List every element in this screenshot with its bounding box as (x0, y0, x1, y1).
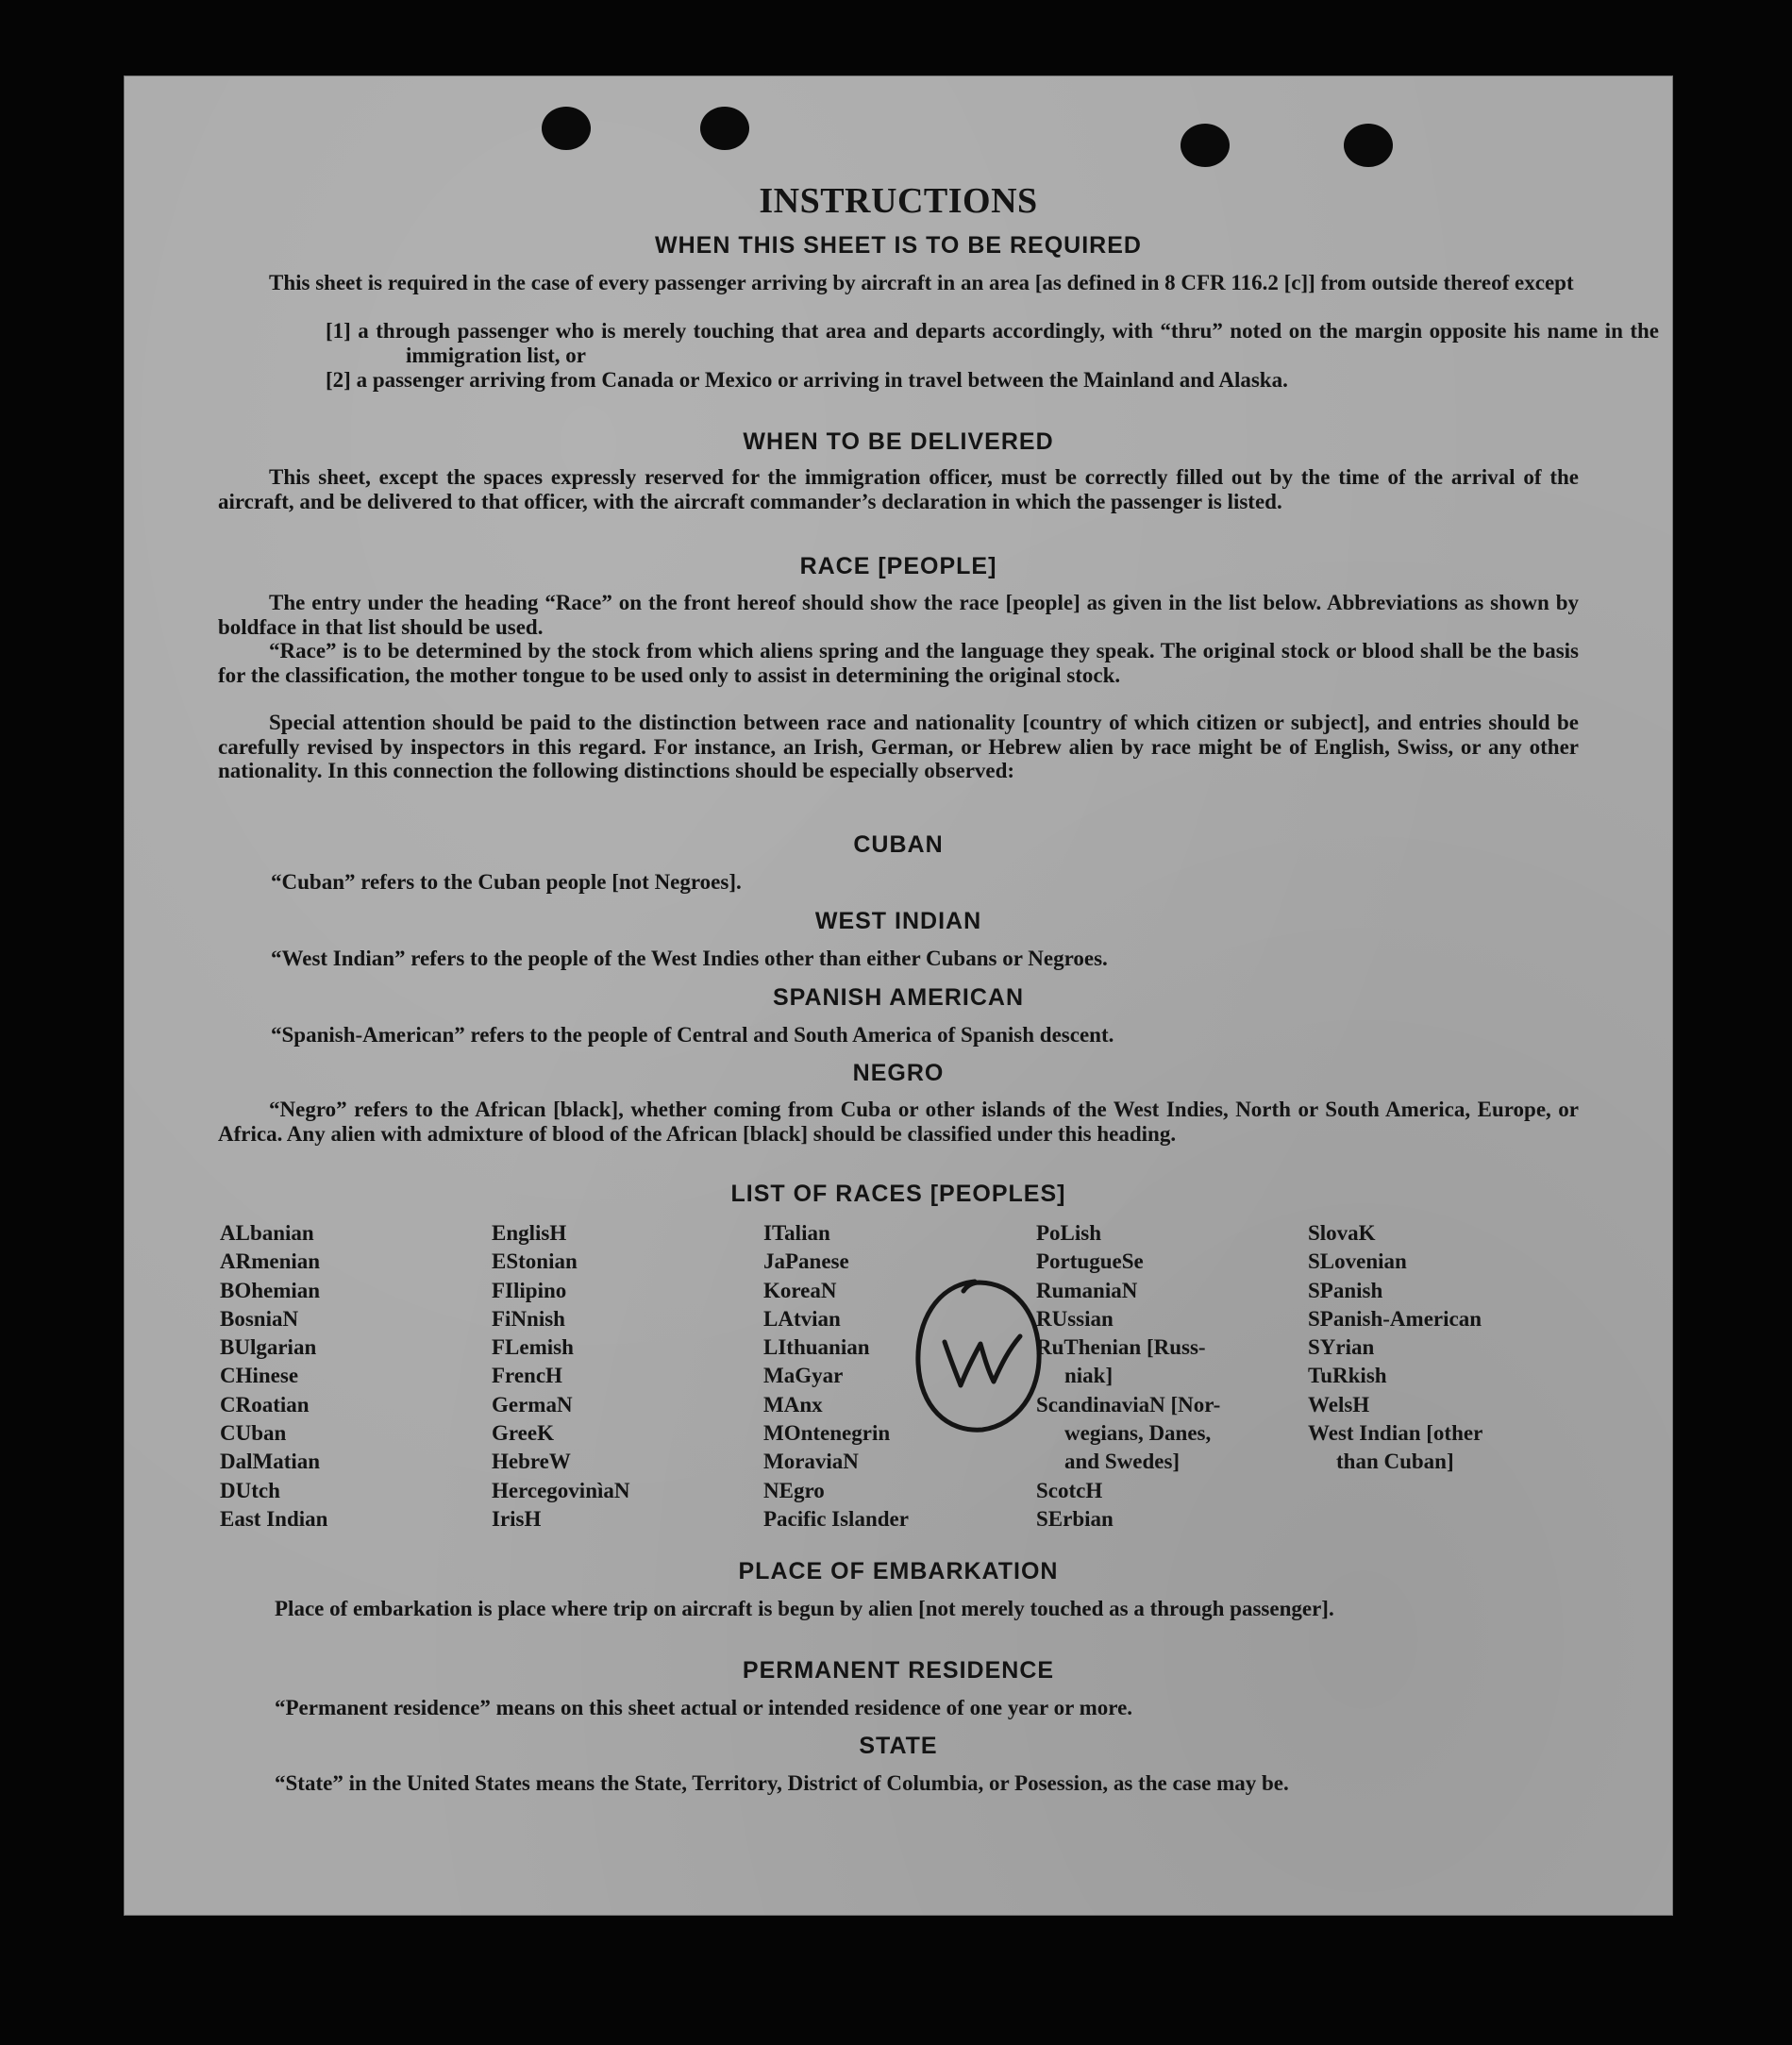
race-entry: DUtch (220, 1478, 280, 1502)
heading-race: RACE [PEOPLE] (799, 553, 997, 579)
race-entry: CRoatian (220, 1392, 310, 1416)
state-text: “State” in the United States means the State, Territory, District of Columbia, or Posession, as the case may be. (275, 1771, 1289, 1795)
race-entry: BUlgarian (220, 1335, 317, 1360)
race-entry: ARmenian (220, 1249, 321, 1274)
race-entry: HercegovinìaN (492, 1478, 630, 1502)
race-entry: GreeK (492, 1421, 554, 1446)
race-entry: MaGyar (763, 1364, 844, 1388)
heading-state: STATE (859, 1733, 938, 1759)
negro-text: “Negro” refers to the African [black], whether coming from Cuba or other islands of the West Indies, North or South America, Europe, or Africa. Any alien with admixture of blood of the African [black] should be classified under this heading. (218, 1098, 1579, 1146)
race-entry: HebreW (492, 1450, 571, 1474)
required-item-2: [2] a passenger arriving from Canada or Mexico or arriving in travel between the Mainland and Alaska. (326, 368, 1288, 392)
heading-west-indian: WEST INDIAN (814, 908, 982, 934)
race-entry: SErbian (1036, 1506, 1114, 1531)
west-indian-text: “West Indian” refers to the people of the West Indies other than either Cubans or Negroes. (271, 947, 1108, 970)
heading-cuban: CUBAN (853, 831, 944, 858)
race-entry: East Indian (220, 1506, 328, 1531)
punch-hole-1 (542, 107, 591, 150)
delivered-text: This sheet, except the spaces expressly reserved for the immigration officer, must be correctly filled out by the time of the arrival of the aircraft, and be delivered to that officer, with the aircraft commander’s declaration in which the passenger is listed. (218, 465, 1579, 513)
race-entry: TuRkish (1308, 1364, 1387, 1388)
race-entry: ScandinaviaN [Nor- (1036, 1392, 1221, 1416)
race-entry: BosniaN (220, 1306, 299, 1331)
race-entry: BOhemian (220, 1278, 321, 1302)
race-entry: CHinese (220, 1364, 299, 1388)
heading-when-delivered: WHEN TO BE DELIVERED (743, 428, 1054, 455)
spanish-american-text: “Spanish-American” refers to the people of Central and South America of Spanish descent. (271, 1023, 1114, 1047)
race-entry: SPanish-American (1308, 1306, 1482, 1331)
race-entry: WelsH (1308, 1392, 1370, 1416)
race-entry: IrisH (492, 1506, 542, 1531)
race-entry: Pacific Islander (763, 1506, 909, 1531)
heading-permanent-residence: PERMANENT RESIDENCE (742, 1657, 1055, 1684)
race-paragraph-1: The entry under the heading “Race” on the front hereof should show the race [people] as given in the list below. Abbreviations as shown by boldface in that list should be used. (218, 591, 1579, 639)
race-entry: MOntenegrin (763, 1421, 891, 1446)
race-entry: NEgro (763, 1478, 825, 1502)
race-entry: FIlipino (492, 1278, 567, 1302)
punch-hole-3 (1181, 124, 1230, 167)
race-entry: FrencH (492, 1364, 562, 1388)
race-entry: ALbanian (220, 1221, 314, 1245)
race-column-1 (220, 1219, 327, 1534)
punch-hole-4 (1344, 124, 1393, 167)
race-entry: CUban (220, 1421, 287, 1446)
race-entry: niak] (1064, 1364, 1114, 1388)
race-paragraph-3: Special attention should be paid to the distinction between race and nationality [country of which citizen or subject], and entries should be carefully revised by inspectors in this regard. For instance, an Irish, German, or Hebrew alien by race might be of English, Swiss, or any other nationality. In this connection the following distinctions should be especially observed: (218, 711, 1579, 782)
instruction-sheet (124, 75, 1673, 1916)
race-entry: ITalian (763, 1221, 830, 1245)
race-entry: KoreaN (763, 1278, 837, 1302)
race-entry: SPanish (1308, 1278, 1383, 1302)
race-entry: EStonian (492, 1249, 578, 1274)
race-column-5 (1308, 1219, 1482, 1477)
race-entry: LAtvian (763, 1306, 841, 1331)
required-item-1: [1] a through passenger who is merely touching that area and departs accordingly, with “thru” noted on the margin opposite his name in the immigration list, or (326, 319, 1659, 367)
race-column-2 (492, 1219, 630, 1534)
race-entry: PoLish (1036, 1221, 1102, 1245)
page-title: INSTRUCTIONS (759, 181, 1038, 221)
race-entry: FiNnish (492, 1306, 565, 1331)
race-entry: SYrian (1308, 1335, 1375, 1360)
heading-spanish-american: SPANISH AMERICAN (772, 984, 1024, 1011)
race-entry: wegians, Danes, (1064, 1421, 1212, 1446)
required-intro: This sheet is required in the case of every passenger arriving by aircraft in an area [as defined in 8 CFR 116.2 [c]] from outside thereof except (269, 271, 1574, 294)
race-entry: West Indian [other (1308, 1421, 1483, 1446)
race-entry: RUssian (1036, 1306, 1114, 1331)
race-entry: MoraviaN (763, 1450, 859, 1474)
race-entry: SlovaK (1308, 1221, 1376, 1245)
residence-text: “Permanent residence” means on this sheet actual or intended residence of one year or more. (275, 1696, 1133, 1719)
heading-negro: NEGRO (852, 1060, 945, 1086)
race-entry: PortugueSe (1036, 1249, 1144, 1274)
embarkation-text: Place of embarkation is place where trip on aircraft is begun by alien [not merely touched as a through passenger]. (275, 1597, 1334, 1620)
race-column-4 (1036, 1219, 1220, 1534)
race-entry: RuThenian [Russ- (1036, 1335, 1206, 1360)
race-entry: SLovenian (1308, 1249, 1407, 1274)
race-paragraph-2: “Race” is to be determined by the stock from which aliens spring and the language they speak. The original stock or blood shall be the basis for the classification, the mother tongue to be used only to assist in determining the original stock. (218, 639, 1579, 687)
race-entry: EnglisH (492, 1221, 567, 1245)
heading-when-required: WHEN THIS SHEET IS TO BE REQUIRED (655, 232, 1142, 259)
race-entry: DalMatian (220, 1450, 321, 1474)
race-entry: GermaN (492, 1392, 573, 1416)
handwritten-circled-w-mark (909, 1274, 1050, 1439)
race-entry: LIthuanian (763, 1335, 870, 1360)
heading-place-of-embarkation: PLACE OF EMBARKATION (738, 1558, 1059, 1584)
race-entry: and Swedes] (1064, 1450, 1181, 1474)
race-entry: MAnx (763, 1392, 823, 1416)
cuban-text: “Cuban” refers to the Cuban people [not Negroes]. (271, 870, 742, 894)
punch-hole-2 (700, 107, 749, 150)
race-entry: RumaniaN (1036, 1278, 1138, 1302)
race-entry: JaPanese (763, 1249, 849, 1274)
race-entry: than Cuban] (1336, 1450, 1454, 1474)
race-entry: FLemish (492, 1335, 574, 1360)
heading-list-of-races: LIST OF RACES [PEOPLES] (730, 1181, 1066, 1207)
race-column-3 (763, 1219, 909, 1534)
race-entry: ScotcH (1036, 1478, 1103, 1502)
